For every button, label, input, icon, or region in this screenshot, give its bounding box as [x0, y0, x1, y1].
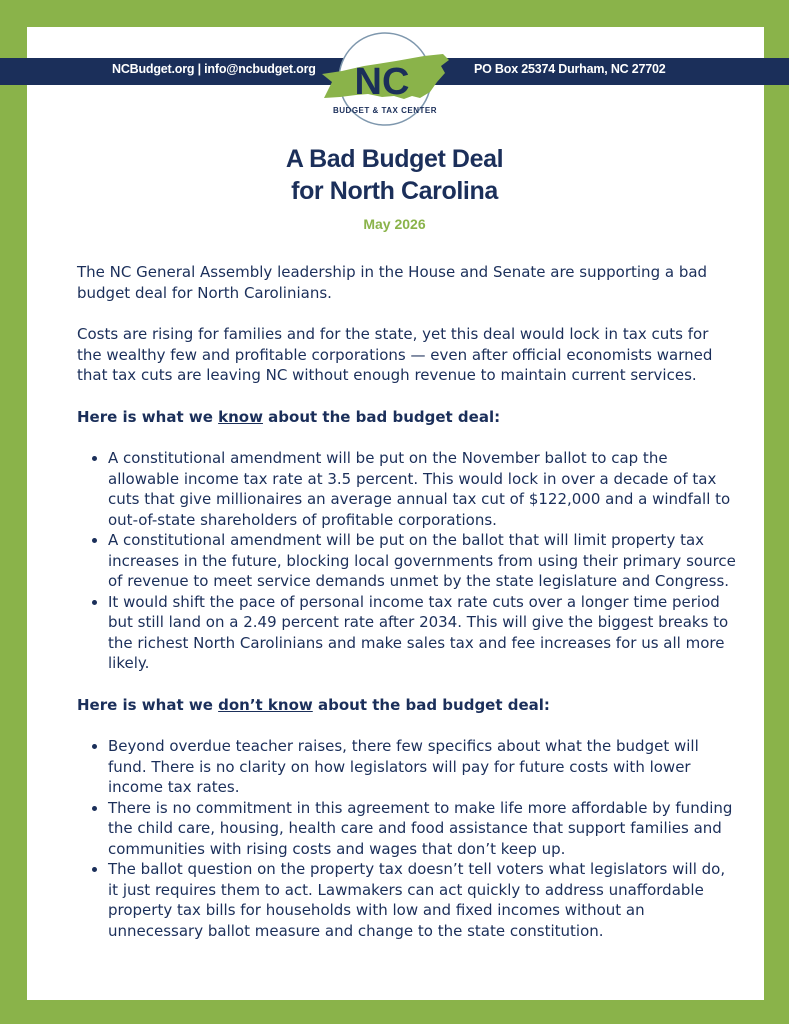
- section-heading-know: [77, 407, 737, 428]
- know-list-item: • It would shift the pace of personal income tax rate cuts over a longer time period but still land on a 2.49 percent rate after 2034. This will give the biggest breaks to the richest North Carolinians and make sales tax and fee increases for us all more likely.: [108, 592, 737, 674]
- heading-know-underlined: know: [218, 407, 263, 426]
- header-contact-left: NCBudget.org | info@ncbudget.org: [112, 62, 316, 76]
- dont-know-list-item: • The ballot question on the property tax doesn’t tell voters what legislators will do, it just requires them to act. Lawmakers can act quickly to address unaffordable property tax bills for households with low and fixed incomes without an unnecessary ballot measure and change to the state constitution.: [108, 859, 737, 941]
- dont-know-list-item: • Beyond overdue teacher raises, there few specifics about what the budget will fund. There is no clarity on how legislators will pay for future costs with lower income tax rates.: [108, 736, 737, 798]
- document-title-line2: for North Carolina: [291, 177, 498, 205]
- dont-know-list: [77, 736, 737, 941]
- budget-tax-center-logo: [312, 30, 458, 132]
- dont-know-list-item: • There is no commitment in this agreement to make life more affordable by funding the child care, housing, health care and food assistance that support families and communities with rising costs and wages that don’t keep up.: [108, 798, 737, 860]
- document-date: May 2026: [363, 216, 426, 232]
- intro-paragraph-2: Costs are rising for families and for the state, yet this deal would lock in tax cuts for the wealthy few and profitable corporations — even after official economists warned that tax cuts are leaving NC without enough revenue to maintain current services.: [77, 325, 713, 384]
- logo-letters: NC: [354, 61, 410, 103]
- header-contact-right: PO Box 25374 Durham, NC 27702: [474, 62, 666, 76]
- heading-dont-know-prefix: Here is what we: [77, 695, 219, 714]
- heading-dont-know-suffix: about the bad budget deal:: [312, 695, 550, 714]
- section-heading-dont-know: [77, 695, 737, 716]
- intro-paragraph-1: The NC General Assembly leadership in the House and Senate are supporting a bad budget deal for North Carolinians.: [77, 263, 708, 302]
- logo-subtitle: BUDGET & TAX CENTER: [332, 106, 438, 115]
- heading-know-suffix: about the bad budget deal:: [262, 407, 501, 426]
- heading-dont-know-underlined: don’t know: [218, 695, 313, 714]
- know-list: [77, 448, 737, 674]
- know-list-item: • A constitutional amendment will be put on the ballot that will limit property tax increases in the future, blocking local governments from using their primary source of revenue to meet service demands unmet by the state legislature and Congress.: [108, 530, 737, 592]
- document-title-line1: A Bad Budget Deal: [285, 145, 504, 173]
- heading-know-prefix: Here is what we: [77, 407, 219, 426]
- document-body: [77, 262, 737, 962]
- know-list-item: • A constitutional amendment will be put on the November ballot to cap the allowable income tax rate at 3.5 percent. This would lock in over a decade of tax cuts that give millionaires an average annual tax cut of $122,000 and a windfall to out-of-state shareholders of profitable corporations.: [108, 448, 737, 530]
